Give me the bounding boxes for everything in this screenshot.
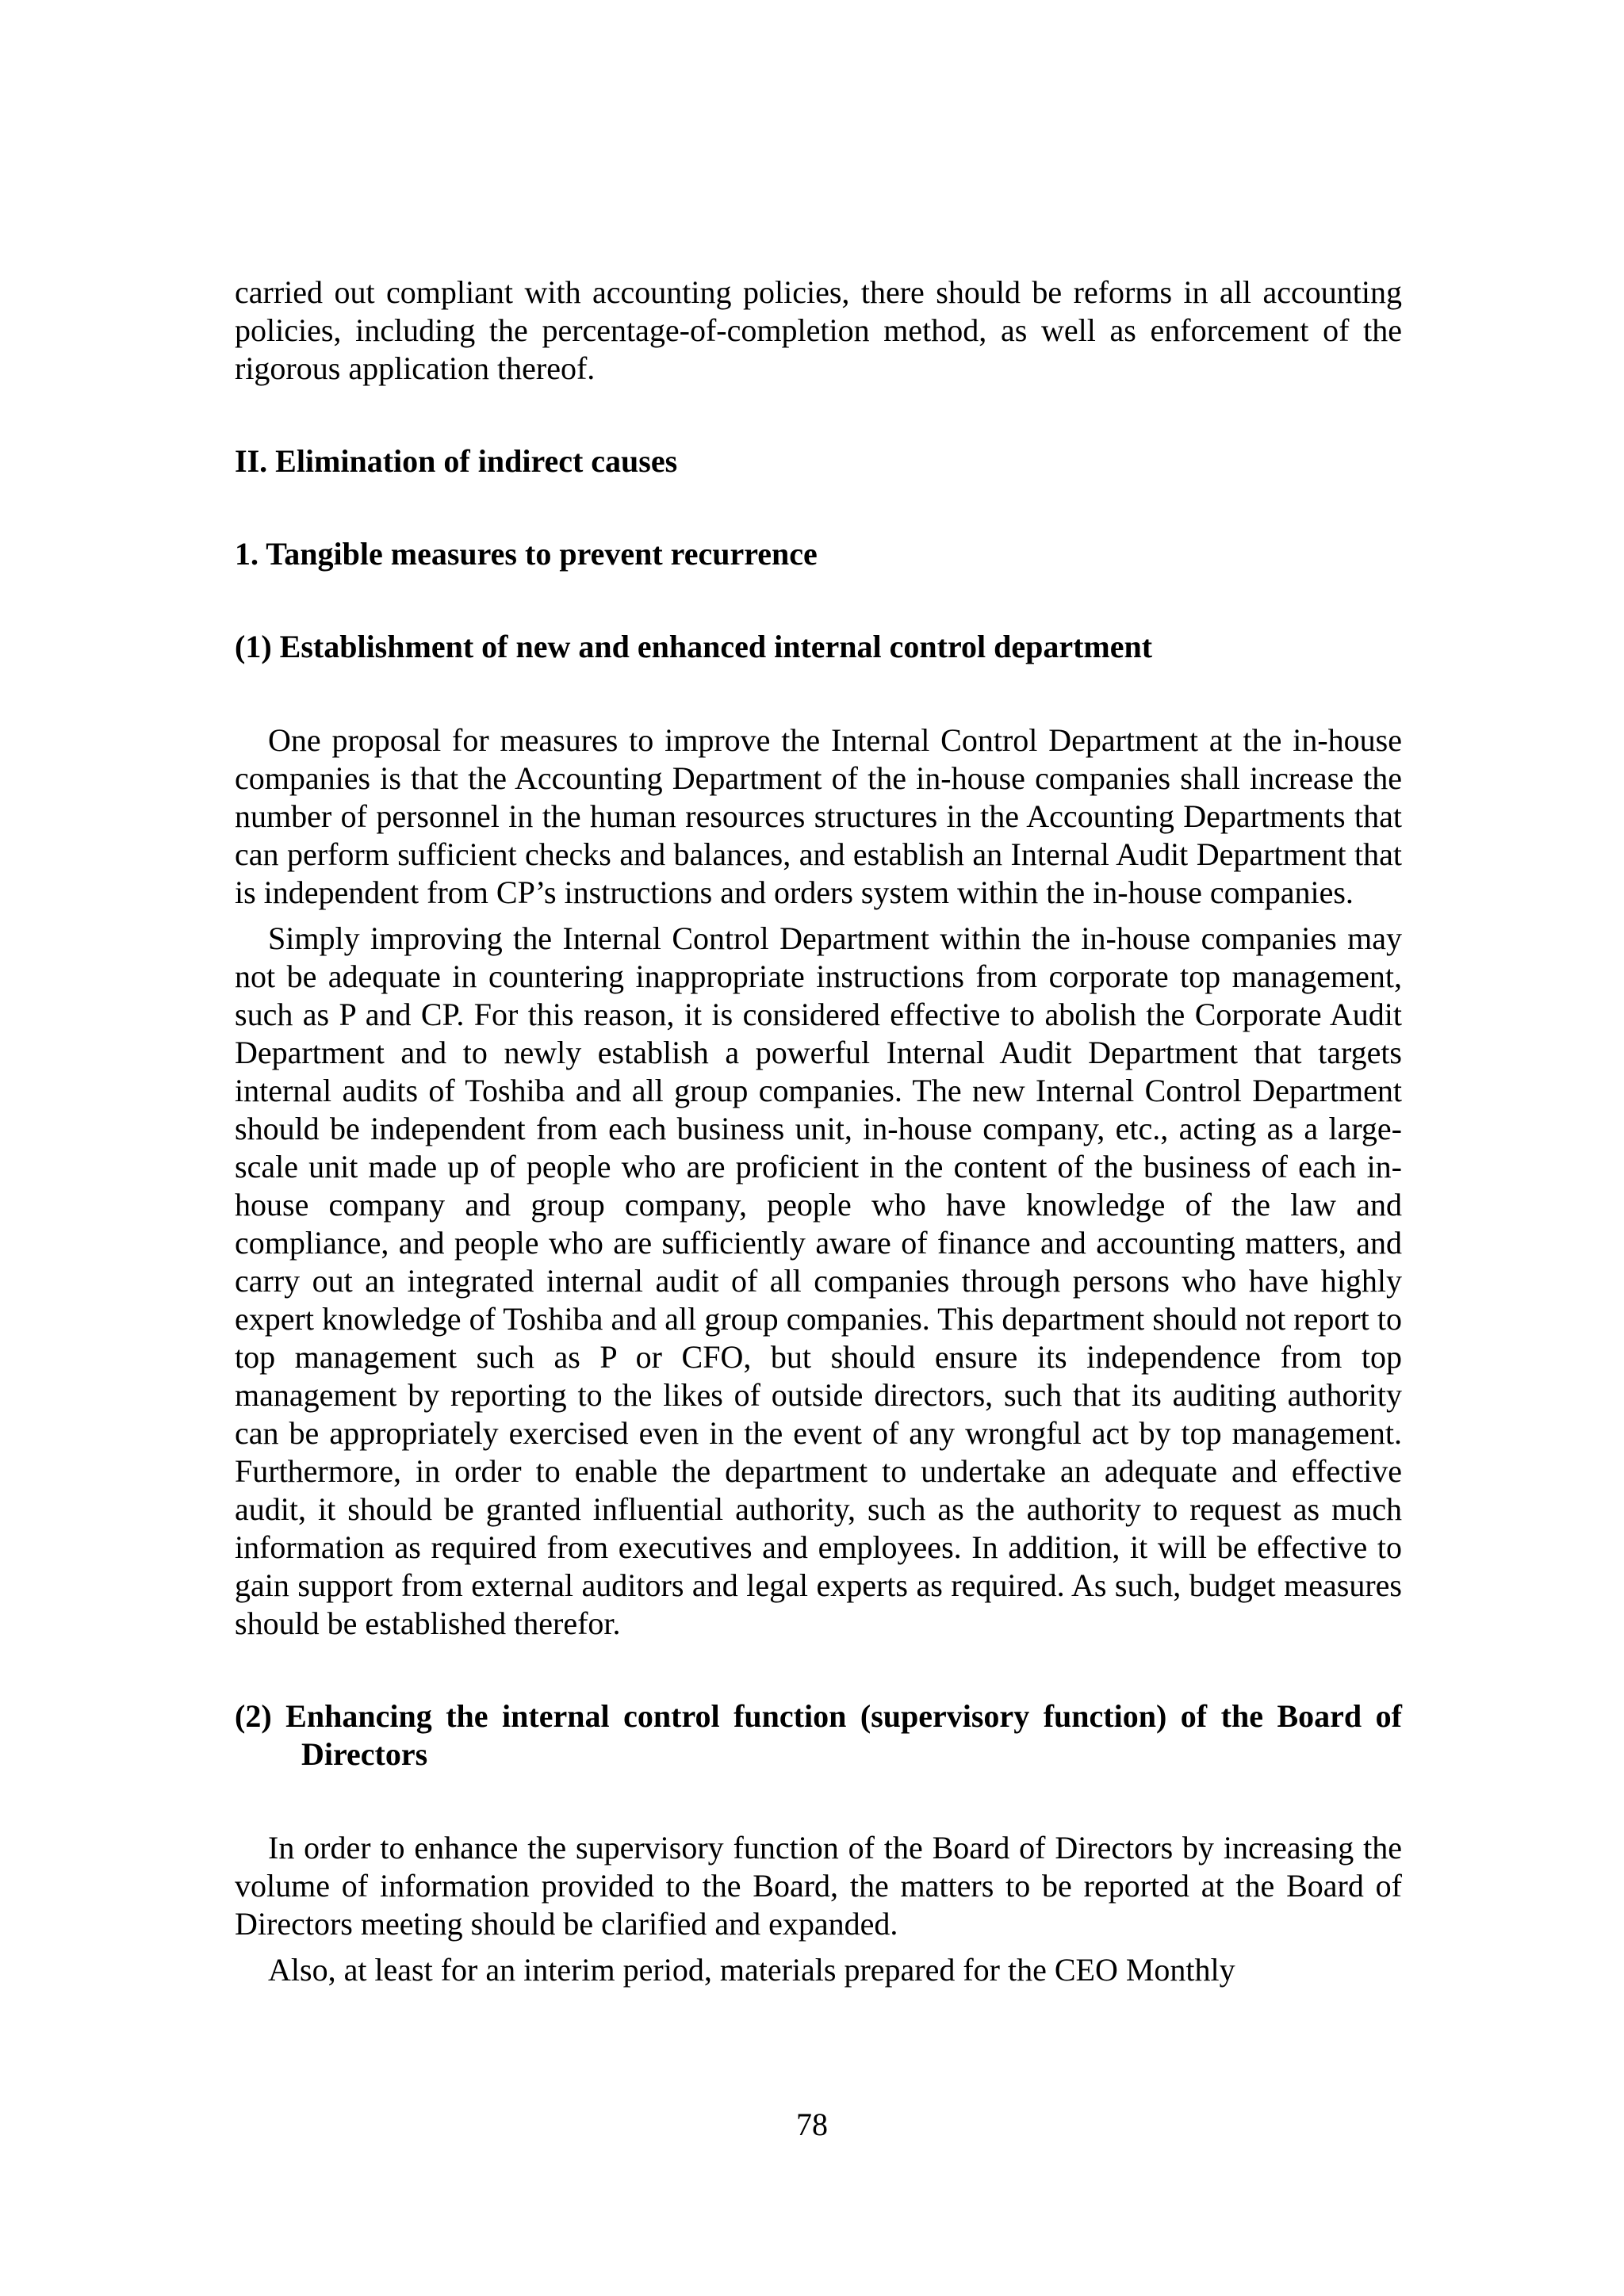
item1-paragraph-2: Simply improving the Internal Control Department within the in-house companies may not be adequate in countering inappropriate instructions from corporate top management, such as P and CP. For this reason, it is considered effective to abolish the Corporate Audit Department and to newly establish a powerful Internal Audit Department that targets internal audits of Toshiba and all group companies. The new Internal Control Department should be independent from each business unit, in-house company, etc., acting as a large-scale unit made up of people who are proficient in the content of the business of each in-house company and group company, people who have knowledge of the law and compliance, and people who are sufficiently aware of finance and accounting matters, and carry out an integrated internal audit of all companies through persons who have highly expert knowledge of Toshiba and all group companies. This department should not report to top management such as P or CFO, but should ensure its independence from top management by reporting to the likes of outside directors, such that its auditing authority can be appropriately exercised even in the event of any wrongful act by top management. Furthermore, in order to enable the department to undertake an adequate and effective audit, it should be granted influential authority, such as the authority to request as much information as required from executives and employees. In addition, it will be effective to gain support from external auditors and legal experts as required. As such, budget measures should be established therefor.: [235, 920, 1402, 1641]
continuation-paragraph: carried out compliant with accounting policies, there should be reforms in all accounting policies, including the percentage-of-completion method, as well as enforcement of the rigorous application thereof.: [235, 274, 1402, 386]
item1-paragraph-1: One proposal for measures to improve the Internal Control Department at the in-house companies is that the Accounting Department of the in-house companies shall increase the number of personnel in the human resources structures in the Accounting Departments that can perform sufficient checks and balances, and establish an Internal Audit Department that is independent from CP’s instructions and orders system within the in-house companies.: [235, 722, 1402, 910]
page-number: 78: [796, 2107, 828, 2142]
item2-heading: (2) Enhancing the internal control function (supervisory function) of the Board of Directors: [235, 1698, 1402, 1772]
section-heading: II. Elimination of indirect causes: [235, 443, 678, 479]
subsection-heading: 1. Tangible measures to prevent recurrence: [235, 536, 818, 572]
item2-paragraph-2: Also, at least for an interim period, materials prepared for the CEO Monthly: [268, 1952, 1235, 1988]
item1-heading: (1) Establishment of new and enhanced internal control department: [235, 629, 1153, 664]
page-body: [235, 274, 1402, 1989]
item2-paragraph-1: In order to enhance the supervisory function of the Board of Directors by increasing the volume of information provided to the Board, the matters to be reported at the Board of Directors meeting should be clarified and expanded.: [235, 1830, 1402, 1942]
